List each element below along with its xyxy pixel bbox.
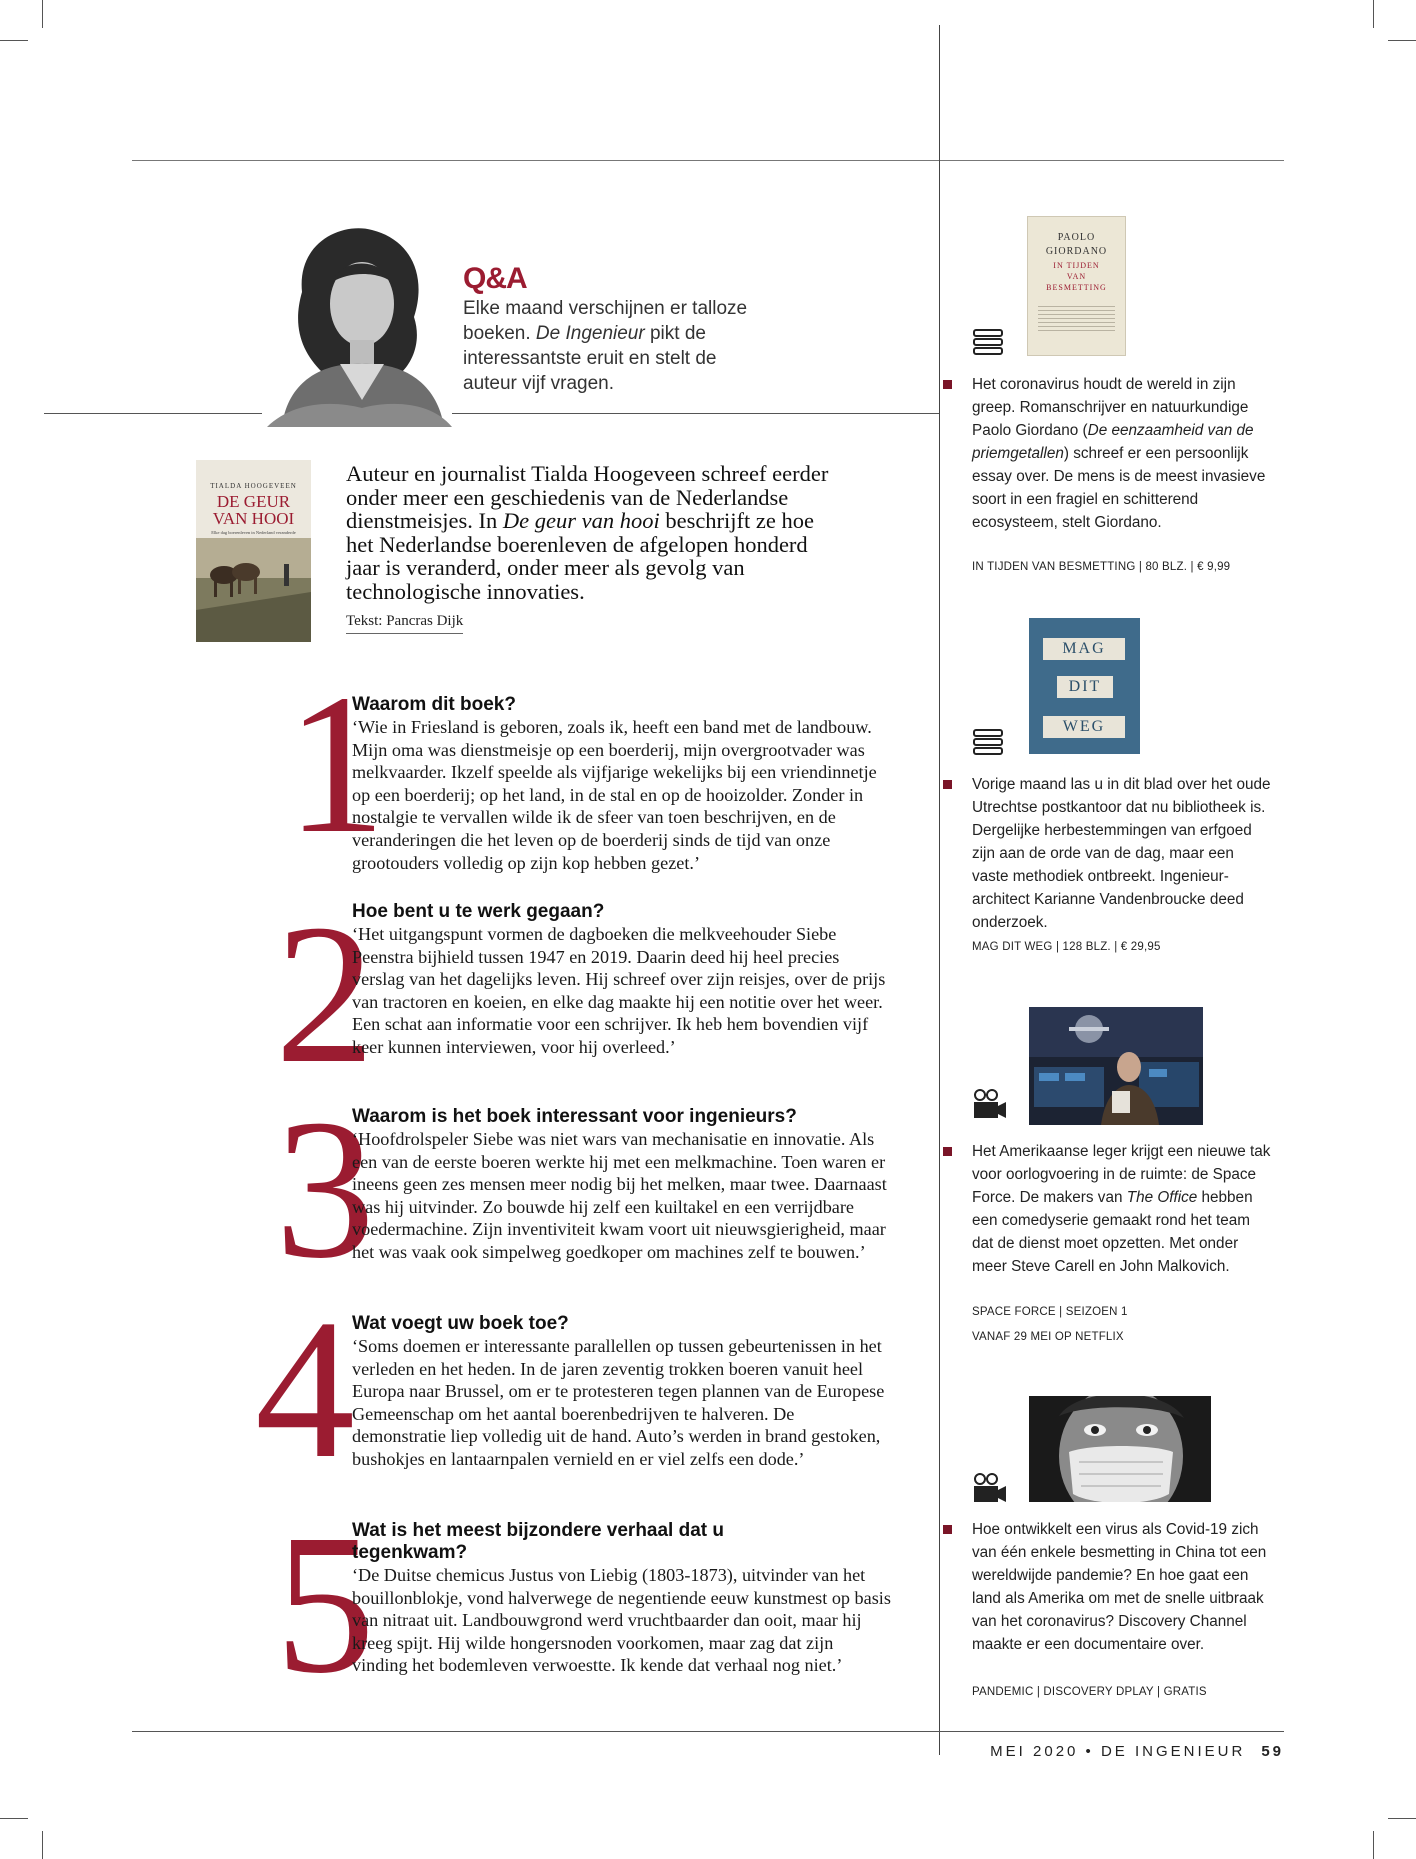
sidebar-meta-3a: SPACE FORCE | SEIZOEN 1	[972, 1306, 1128, 1318]
bullet-marker	[943, 1525, 952, 1534]
sidebar-meta-4: PANDEMIC | DISCOVERY DPLAY | GRATIS	[972, 1686, 1207, 1698]
bullet-marker	[943, 780, 952, 789]
cover-title-line3: WEG	[1043, 716, 1125, 738]
crop-mark	[1388, 40, 1416, 41]
cover-title-line2: DIT	[1057, 676, 1113, 698]
crop-mark	[0, 40, 28, 41]
author-portrait	[262, 222, 452, 427]
question-heading: Hoe bent u te werk gegaan?	[352, 901, 605, 922]
question-number-2: 2	[275, 884, 375, 1105]
question-answer: ‘Wie in Friesland is geboren, zoals ik, heeft een band met de landbouw. Mijn oma was dienstmeisje op een boerderij, mijn overgrootvader was melkvaarder. Ikzelf speelde als vijfjarige wekelijks bij een vriendinnetje op een boerderij; op het land, in de stal en op de hooizolder. Zonder in nostalgie te vervallen wilde ik de sfeer van toen beschrijven, en de veranderingen die het leven op de boerderij sinds de tijd van onze grootouders volledig op zijn kop hebben gezet.’	[352, 717, 877, 873]
cover-title-line3: BESMETTING	[1046, 283, 1107, 292]
question-block-5	[352, 1520, 891, 1677]
page-footer	[990, 1743, 1284, 1760]
cover-title-line1: IN TIJDEN	[1053, 261, 1100, 270]
sidebar-meta-2: MAG DIT WEG | 128 BLZ. | € 29,95	[972, 941, 1161, 953]
question-heading: Waarom dit boek?	[352, 694, 516, 715]
book-cover-in-tijden-van-besmetting	[1027, 216, 1126, 356]
space-force-still	[1029, 1007, 1203, 1125]
question-answer: ‘De Duitse chemicus Justus von Liebig (1803-1873), uitvinder van het bouillonblokje, vond halverwege de negentiende eeuw kunstmest op basis van nitraat uit. Landbouwgrond werd vruchtbaarder dan ooit, maar hij kreeg spijt. Hij wilde hongersnoden voorkomen, maar zag dat zijn vinding het bodemleven verwoestte. Ik kende dat verhaal nog niet.’	[352, 1565, 891, 1676]
question-answer: ‘Het uitgangspunt vormen de dagboeken die melkveehouder Siebe Peenstra bijhield tussen 1947 en 2019. Daarin deed hij heel precies verslag van het dagelijks leven. Hij schreef over zijn reisjes, over de prijs van tractoren en koeien, en elke dag maakte hij een notitie over het weer. Een schat aan informatie voor een schrijver. Ik heb hem bovendien vijf keer kunnen interviewen, voor hij overleed.’	[352, 924, 886, 1057]
pandemic-still	[1029, 1396, 1211, 1502]
question-number-5: 5	[275, 1494, 375, 1715]
cover-title-line2: VAN	[1066, 272, 1087, 281]
cover-title-line2: VAN HOOI	[212, 509, 295, 528]
book-cover-de-geur-van-hooi	[196, 460, 311, 642]
sidebar-review-3: Het Amerikaanse leger krijgt een nieuwe tak voor oorlogvoering in de ruimte: de Space Force. De makers van The Office hebben een comedyserie gemaakt rond het team dat de dienst moet opzetten. Met onder meer Steve Carell en John Malkovich.	[972, 1143, 1271, 1275]
sidebar-review-1: Het coronavirus houdt de wereld in zijn greep. Romanschrijver en natuurkundige Paolo Giordano (De eenzaamheid van de priemgetallen) schreef er een persoonlijk essay over. De mens is de meest invasieve soort in een fragiel en schitterend ecosysteem, stelt Giordano.	[972, 376, 1266, 531]
column-divider	[939, 25, 940, 1755]
question-heading: Waarom is het boek interessant voor ingenieurs?	[352, 1106, 797, 1127]
top-rule	[132, 160, 1284, 161]
bullet-marker	[943, 380, 952, 389]
book-cover-mag-dit-weg	[1029, 618, 1140, 754]
question-block-2	[352, 901, 892, 1059]
crop-mark	[0, 1818, 28, 1819]
section-title: Q&A	[463, 262, 527, 295]
sidebar-review-4: Hoe ontwikkelt een virus als Covid-19 zich van één enkele besmetting in China tot een wereldwijde pandemie? En hoe gaat een land als Amerika om met de snelle uitbraak van het coronavirus? Discovery Channel maakte er een documentaire over.	[972, 1521, 1267, 1653]
question-block-1	[352, 694, 892, 874]
cover-title-line1: DE GEUR	[216, 492, 291, 511]
cover-title-line1: MAG	[1043, 638, 1125, 660]
question-heading: Wat is het meest bijzondere verhaal dat u tegenkwam?	[352, 1520, 725, 1563]
question-answer: ‘Hoofdrolspeler Siebe was niet wars van mechanisatie en innovatie. Als een van de eerste boeren werkte hij met een melkmachine. Toen waren er ineens geen zes mensen meer nodig bij het melken, maar twee. Daarnaast was hij uitvinder. Zo bouwde hij zelf een kuiltakel en een verrijdbare voedermachine. Zijn inventiviteit kwam voort uit nieuwsgierigheid, maar het was vaak ook simpelweg goedkoper om machines zelf te bouwen.’	[352, 1129, 887, 1262]
question-number-1: 1	[286, 654, 386, 875]
sidebar-meta-1: IN TIJDEN VAN BESMETTING | 80 BLZ. | € 9,99	[972, 561, 1231, 573]
byline: Tekst: Pancras Dijk	[346, 613, 463, 634]
question-block-3	[352, 1106, 892, 1264]
book-stack-icon	[972, 728, 1006, 756]
header-rule	[44, 413, 939, 414]
question-number-3: 3	[275, 1079, 375, 1300]
sidebar-review-2: Vorige maand las u in dit blad over het oude Utrechtse postkantoor dat nu bibliotheek is. Dergelijke herbestemmingen van erfgoed zijn aan de orde van de dag, maar een vaste methodiek ontbreekt. Ingenieur-architect Karianne Vandenbroucke deed onderzoek.	[972, 776, 1271, 931]
question-block-4	[352, 1313, 892, 1471]
cover-author: TIALDA HOOGEVEEN	[210, 482, 297, 490]
crop-mark	[1373, 0, 1374, 28]
question-number-4: 4	[255, 1279, 355, 1500]
crop-mark	[42, 1831, 43, 1859]
section-intro: Elke maand verschijnen er talloze boeken. De Ingenieur pikt de interessantste eruit en stelt de auteur vijf vragen.	[463, 298, 748, 394]
issue-label: MEI 2020 • DE INGENIEUR	[990, 1743, 1246, 1760]
video-camera-icon	[972, 1088, 1008, 1122]
sidebar-meta-3b: VANAF 29 MEI OP NETFLIX	[972, 1331, 1124, 1343]
lead-paragraph: Auteur en journalist Tialda Hoogeveen schreef eerder onder meer een geschiedenis van de Nederlandse dienstmeisjes. In De geur van hooi beschrijft ze hoe het Nederlandse boerenleven de afgelopen honderd jaar is veranderd, onder meer als gevolg van technologische innovaties.	[346, 461, 829, 604]
book-stack-icon	[972, 328, 1006, 356]
crop-mark	[42, 0, 43, 28]
question-heading: Wat voegt uw boek toe?	[352, 1313, 569, 1334]
cover-author: PAOLO GIORDANO	[1045, 232, 1108, 257]
footer-rule	[132, 1731, 1284, 1732]
page-number: 59	[1261, 1743, 1284, 1760]
bullet-marker	[943, 1147, 952, 1156]
cover-subtitle: Elke dag boerenleven in Nederland veranderde	[211, 530, 296, 535]
cover-blurb	[1038, 303, 1115, 331]
question-answer: ‘Soms doemen er interessante parallellen op tussen gebeurtenissen in het verleden en het heden. In de jaren zeventig trokken boeren vanuit heel Europa naar Brussel, om er te protesteren tegen plannen van de Europese Gemeenschap om het aantal boerenbedrijven te halveren. De demonstratie liep volledig uit de hand. Auto’s werden in brand gestoken, bushokjes en lantaarnpalen vernield en er viel zelfs een dode.’	[352, 1336, 885, 1469]
crop-mark	[1373, 1831, 1374, 1859]
video-camera-icon	[972, 1472, 1008, 1506]
crop-mark	[1388, 1818, 1416, 1819]
